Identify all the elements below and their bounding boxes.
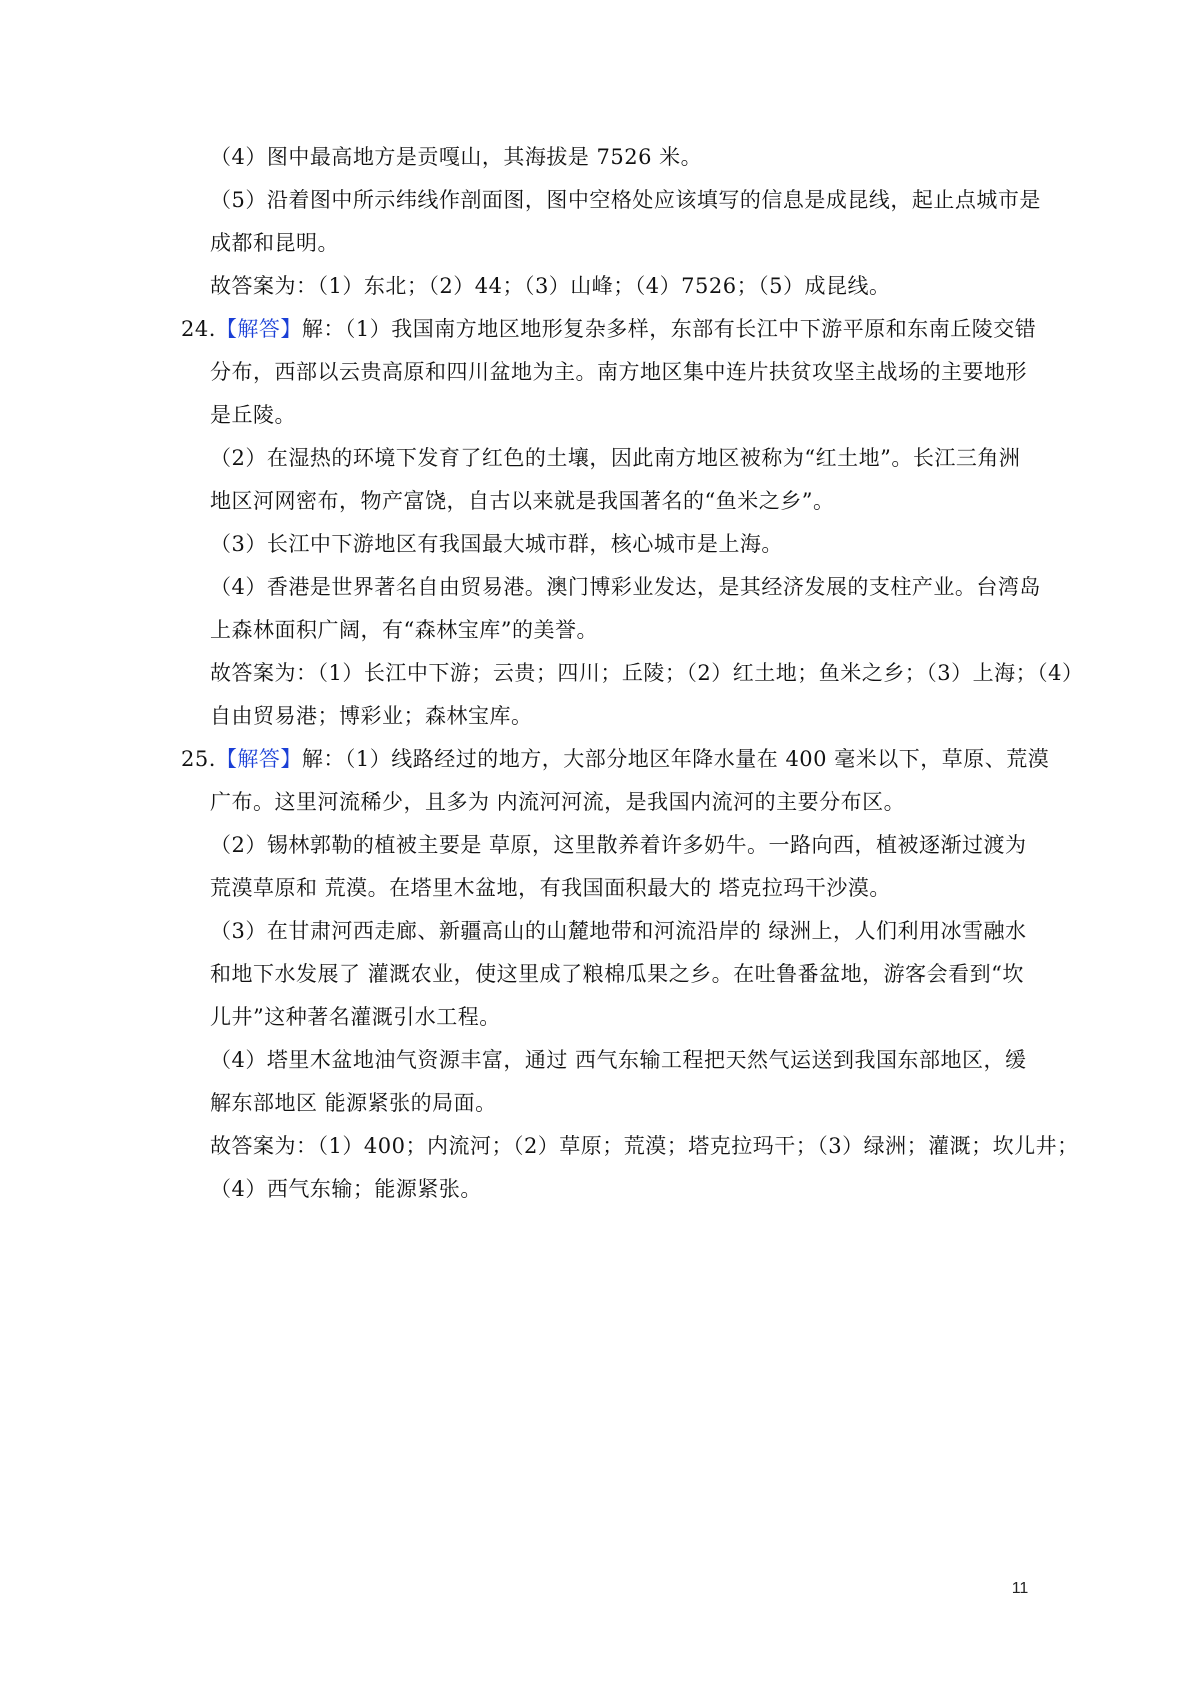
q25-part3-line2: 和地下水发展了 灌溉农业，使这里成了粮棉瓜果之乡。在吐鲁番盆地，游客会看到“坎 xyxy=(210,962,1024,986)
q25-line1 xyxy=(181,744,1050,774)
q24-part3: （3）长江中下游地区有我国最大城市群，核心城市是上海。 xyxy=(210,532,783,556)
q23-part4: （4）图中最高地方是贡嘎山，其海拔是 7526 米。 xyxy=(210,145,703,169)
q24-part2-line1: （2）在湿热的环境下发育了红色的土壤，因此南方地区被称为“红土地”。长江三角洲 xyxy=(210,446,1021,470)
q24-line1 xyxy=(181,314,1041,344)
q25-part2-line2: 荒漠草原和 荒漠。在塔里木盆地，有我国面积最大的 塔克拉玛干沙漠。 xyxy=(210,876,891,900)
q24-text-line1: 解：（1）我国南方地区地形复杂多样，东部有长江中下游平原和东南丘陵交错 xyxy=(301,317,1037,341)
q25-answer-line1: 故答案为：（1）400；内流河；（2）草原；荒漠；塔克拉玛干；（3）绿洲；灌溉；坎儿井； xyxy=(210,1134,1079,1158)
q23-part5-line2: 成都和昆明。 xyxy=(210,231,339,255)
q25-answer-line2: （4）西气东输；能源紧张。 xyxy=(210,1177,482,1201)
q25-part3-line1: （3）在甘肃河西走廊、新疆高山的山麓地带和河流沿岸的 绿洲上，人们利用冰雪融水 xyxy=(210,919,1027,943)
q25-part4-line1: （4）塔里木盆地油气资源丰富，通过 西气东输工程把天然气运送到我国东部地区，缓 xyxy=(210,1048,1027,1072)
q25-number: 25. xyxy=(181,747,216,771)
q25-part4-line2: 解东部地区 能源紧张的局面。 xyxy=(210,1091,497,1115)
page-number: 11 xyxy=(1011,1580,1029,1597)
q25-line2: 广布。这里河流稀少，且多为 内流河河流，是我国内流河的主要分布区。 xyxy=(210,790,906,814)
q24-line2: 分布，西部以云贵高原和四川盆地为主。南方地区集中连片扶贫攻坚主战场的主要地形 xyxy=(210,360,1027,384)
q23-answer: 故答案为：（1）东北；（2）44；（3）山峰；（4）7526；（5）成昆线。 xyxy=(210,274,891,298)
q24-part2-line2: 地区河网密布，物产富饶，自古以来就是我国著名的“鱼米之乡”。 xyxy=(210,489,835,513)
q23-part5-line1: （5）沿着图中所示纬线作剖面图，图中空格处应该填写的信息是成昆线，起止点城市是 xyxy=(210,188,1041,212)
q24-answer-tag: 【解答】 xyxy=(215,317,302,341)
q25-text-line1: 解：（1）线路经过的地方，大部分地区年降水量在 400 毫米以下，草原、荒漠 xyxy=(301,747,1050,771)
q24-line3: 是丘陵。 xyxy=(210,403,296,427)
q25-part3-line3: 儿井”这种著名灌溉引水工程。 xyxy=(210,1005,501,1029)
q24-number: 24. xyxy=(181,317,216,341)
q25-answer-tag: 【解答】 xyxy=(215,747,302,771)
q24-part4-line2: 上森林面积广阔，有“森林宝库”的美誉。 xyxy=(210,618,598,642)
q25-part2-line1: （2）锡林郭勒的植被主要是 草原，这里散养着许多奶牛。一路向西，植被逐渐过渡为 xyxy=(210,833,1027,857)
q24-part4-line1: （4）香港是世界著名自由贸易港。澳门博彩业发达，是其经济发展的支柱产业。台湾岛 xyxy=(210,575,1041,599)
q24-answer-line1: 故答案为：（1）长江中下游；云贵；四川；丘陵；（2）红土地；鱼米之乡；（3）上海；（4） xyxy=(210,661,1084,685)
q24-answer-line2: 自由贸易港；博彩业；森林宝库。 xyxy=(210,704,533,728)
